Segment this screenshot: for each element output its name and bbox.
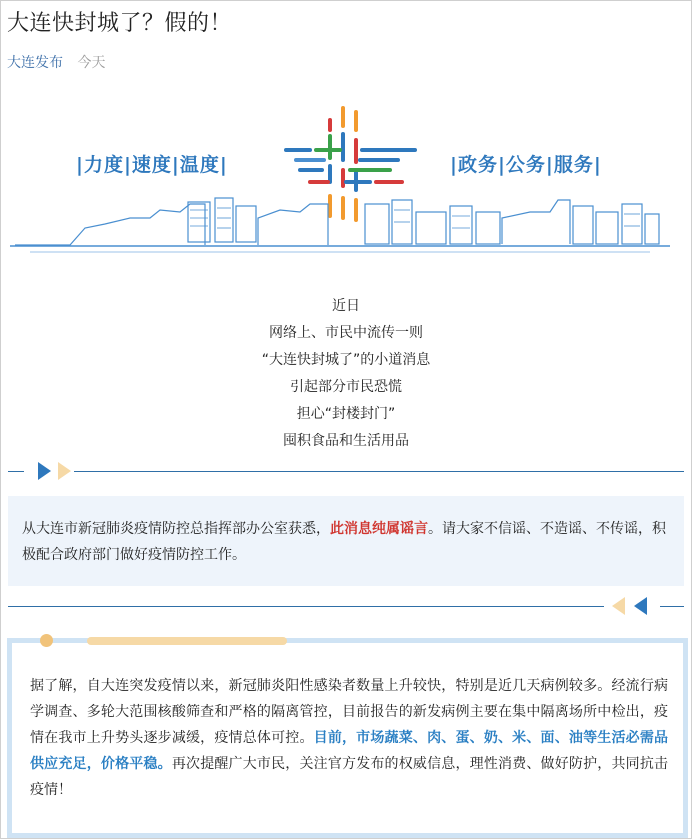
triangle-left-icon (634, 597, 647, 615)
supply-highlight: 目前，市场蔬菜、肉、蛋、奶、米、面、油等生活必需品供应充足，价格平稳。 (30, 730, 669, 772)
intro-line: 近日 (332, 298, 360, 314)
decor-bar (87, 637, 287, 645)
intro-lines (0, 293, 692, 455)
notice-text (22, 516, 672, 568)
detail-text-part: 再次提醒广大市民，关注官方发布的权威信息，理性消费、做好防护，共同抗击疫情！ (30, 756, 669, 798)
triangle-left-icon (612, 597, 625, 615)
source-link[interactable]: 大连发布 (7, 55, 63, 71)
intro-line: 担心“封楼封门” (296, 406, 396, 422)
notice-text-part: 从大连市新冠肺炎疫情防控总指挥部办公室获悉， (22, 521, 330, 537)
banner-slogan-left: |力度|速度|温度| (76, 154, 228, 176)
intro-line: 引起部分市民恐慌 (290, 379, 402, 395)
section-divider (8, 471, 684, 472)
dalian-logo-icon (10, 100, 680, 270)
rumor-highlight: 此消息纯属谣言 (330, 521, 428, 537)
section-divider (8, 606, 684, 607)
divider-arrows (24, 462, 74, 482)
triangle-right-icon (58, 462, 71, 480)
detail-box (7, 638, 688, 838)
rumor-notice (8, 496, 684, 586)
decor-dot (40, 634, 53, 647)
divider-arrows (604, 597, 660, 617)
notice-text-part: 。请大家不信谣、不造谣、不传谣，积极配合政府部门做好疫情防控工作。 (22, 521, 666, 563)
detail-text-part: 据了解，自大连突发疫情以来，新冠肺炎阳性感染者数量上升较快，特别是近几天病例较多。经流行病学调查、多轮大范围核酸筛查和严格的隔离管控，目前报告的新发病例主要在集中隔离场所中检出，疫情在我市上升势头逐步减缓，疫情总体可控。 (30, 678, 668, 746)
intro-line: 囤积食品和生活用品 (283, 433, 409, 449)
header-banner (10, 100, 680, 270)
banner-slogan-right: |政务|公务|服务| (450, 154, 602, 176)
publish-date: 今天 (77, 55, 106, 71)
intro-line: 网络上、市民中流传一则 (269, 325, 423, 341)
intro-line: “大连快封城了”的小道消息 (261, 352, 431, 368)
triangle-right-icon (38, 462, 51, 480)
detail-text (30, 673, 668, 803)
article-meta (7, 52, 105, 72)
article-title: 大连快封城了？假的！ (7, 11, 233, 36)
